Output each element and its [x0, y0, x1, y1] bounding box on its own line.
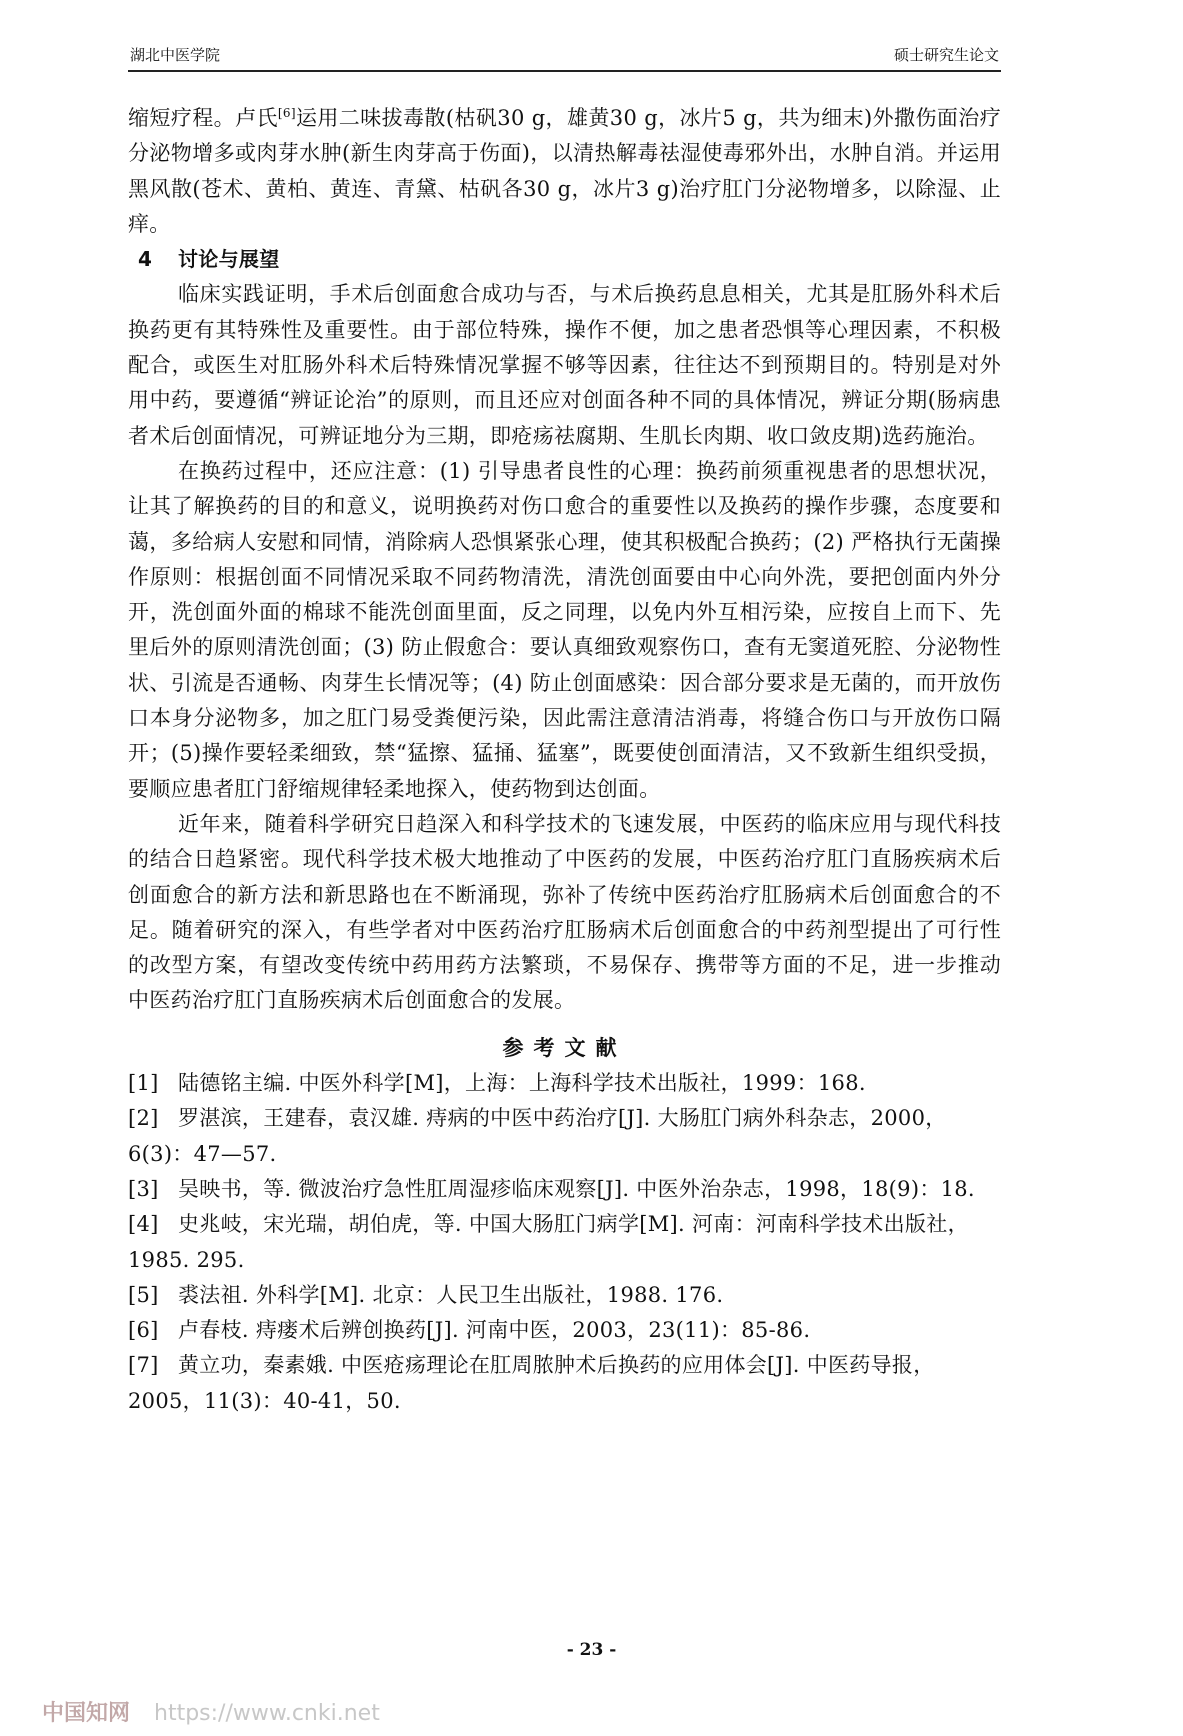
reference-text: 陆德铭主编. 中医外科学[M]，上海：上海科学技术出版社，1999：168.	[178, 1071, 866, 1096]
header-thesis-type: 硕士研究生论文	[893, 46, 999, 64]
reference-number: [3]	[128, 1176, 159, 1201]
citation-marker: [6]	[277, 106, 296, 120]
reference-item	[128, 1278, 1001, 1313]
watermark-url: https://www.cnki.net	[154, 1701, 380, 1726]
reference-text: 史兆岐，宋光瑞，胡伯虎，等. 中国大肠肛门病学[M]. 河南：河南科学技术出版社，1985. 295.	[128, 1212, 969, 1272]
continuation-text-end: 运用二味拔毒散(枯矾30 g，雄黄30 g，冰片5 g，共为细末)外撒伤面治疗分泌物增多或肉芽水肿(新生肉芽高于伤面)，以清热解毒祛湿使毒邪外出，水肿自消。并运用黑风散(苍术、黄柏、黄连、青黛、枯矾各30 g，冰片3 g)治疗肛门分泌物增多，以除湿、止痒。	[128, 106, 1001, 236]
reference-number: [4]	[128, 1212, 159, 1237]
reference-number: [2]	[128, 1106, 159, 1131]
running-header	[128, 40, 1001, 72]
reference-number: [1]	[128, 1071, 159, 1096]
body-paragraph: 临床实践证明，手术后创面愈合成功与否，与术后换药息息相关，尤其是肛肠外科术后换药更有其特殊性及重要性。由于部位特殊，操作不便，加之患者恐惧等心理因素，不积极配合，或医生对肛肠外科术后特殊情况掌握不够等因素，往往达不到预期目的。特别是对外用中药，要遵循“辨证论治”的原则，而且还应对创面各种不同的具体情况，辨证分期(肠病患者术后创面情况，可辨证地分为三期，即疮疡祛腐期、生肌长肉期、收口敛皮期)选药施治。	[128, 282, 1001, 448]
section-title: 讨论与展望	[178, 247, 280, 272]
section-heading	[128, 242, 1001, 277]
reference-number: [7]	[128, 1353, 159, 1378]
reference-item	[128, 1313, 1001, 1348]
reference-number: [6]	[128, 1318, 159, 1343]
section-number: 4	[138, 247, 153, 272]
page-number: - 23 -	[566, 1640, 617, 1660]
watermark-brand: 中国知网	[42, 1701, 131, 1726]
reference-text: 卢春枝. 痔瘘术后辨创换药[J]. 河南中医，2003，23(11)：85-86.	[178, 1318, 811, 1343]
reference-item	[128, 1207, 1001, 1278]
reference-item	[128, 1101, 1001, 1172]
page-body	[128, 96, 1001, 1419]
continuation-text-start: 缩短疗程。卢氏	[128, 106, 278, 130]
cnki-watermark	[42, 1696, 380, 1727]
body-paragraph: 在换药过程中，还应注意：(1) 引导患者良性的心理：换药前须重视患者的思想状况，让其了解换药的目的和意义，说明换药对伤口愈合的重要性以及换药的操作步骤，态度要和蔼，多给病人安慰和同情，消除病人恐惧紧张心理，使其积极配合换药；(2) 严格执行无菌操作原则：根据创面不同情况采取不同药物清洗，清洗创面要由中心向外洗，要把创面内外分开，洗创面外面的棉球不能洗创面里面，反之同理，以免内外互相污染，应按自上而下、先里后外的原则清洗创面；(3) 防止假愈合：要认真细致观察伤口，查有无窦道死腔、分泌物性状、引流是否通畅、肉芽生长情况等；(4) 防止创面感染：因合部分要求是无菌的，而开放伤口本身分泌物多，加之肛门易受粪便污染，因此需注意清洁消毒，将缝合伤口与开放伤口隔开；(5)操作要轻柔细致，禁“猛擦、猛捅、猛塞”，既要使创面清洁，又不致新生组织受损，要顺应患者肛门舒缩规律轻柔地探入，使药物到达创面。	[128, 458, 1001, 801]
reference-text: 黄立功，秦素娥. 中医疮疡理论在肛周脓肿术后换药的应用体会[J]. 中医药导报，2005，11(3)：40-41，50.	[128, 1353, 935, 1413]
reference-item	[128, 1348, 1001, 1419]
reference-number: [5]	[128, 1282, 159, 1307]
reference-text: 吴映书，等. 微波治疗急性肛周湿疹临床观察[J]. 中医外治杂志，1998，18(9)：18.	[178, 1176, 975, 1201]
reference-list	[128, 1066, 1001, 1419]
reference-text: 罗湛滨，王建春，袁汉雄. 痔病的中医中药治疗[J]. 大肠肛门病外科杂志，2000，6(3)：47—57.	[128, 1106, 947, 1166]
reference-text: 裘法祖. 外科学[M]. 北京：人民卫生出版社，1988. 176.	[178, 1282, 724, 1307]
reference-item	[128, 1172, 1001, 1207]
body-paragraph: 近年来，随着科学研究日趋深入和科学技术的飞速发展，中医药的临床应用与现代科技的结合日趋紧密。现代科学技术极大地推动了中医药的发展，中医药治疗肛门直肠疾病术后创面愈合的新方法和新思路也在不断涌现，弥补了传统中医药治疗肛肠病术后创面愈合的不足。随着研究的深入，有些学者对中医药治疗肛肠病术后创面愈合的中药剂型提出了可行性的改型方案，有望改变传统中药用药方法繁琐，不易保存、携带等方面的不足，进一步推动中医药治疗肛门直肠疾病术后创面愈合的发展。	[128, 811, 1001, 1013]
references-heading: 参考文献	[502, 1035, 627, 1060]
continuation-paragraph	[128, 96, 1001, 242]
header-institution: 湖北中医学院	[130, 46, 221, 64]
reference-item	[128, 1066, 1001, 1101]
